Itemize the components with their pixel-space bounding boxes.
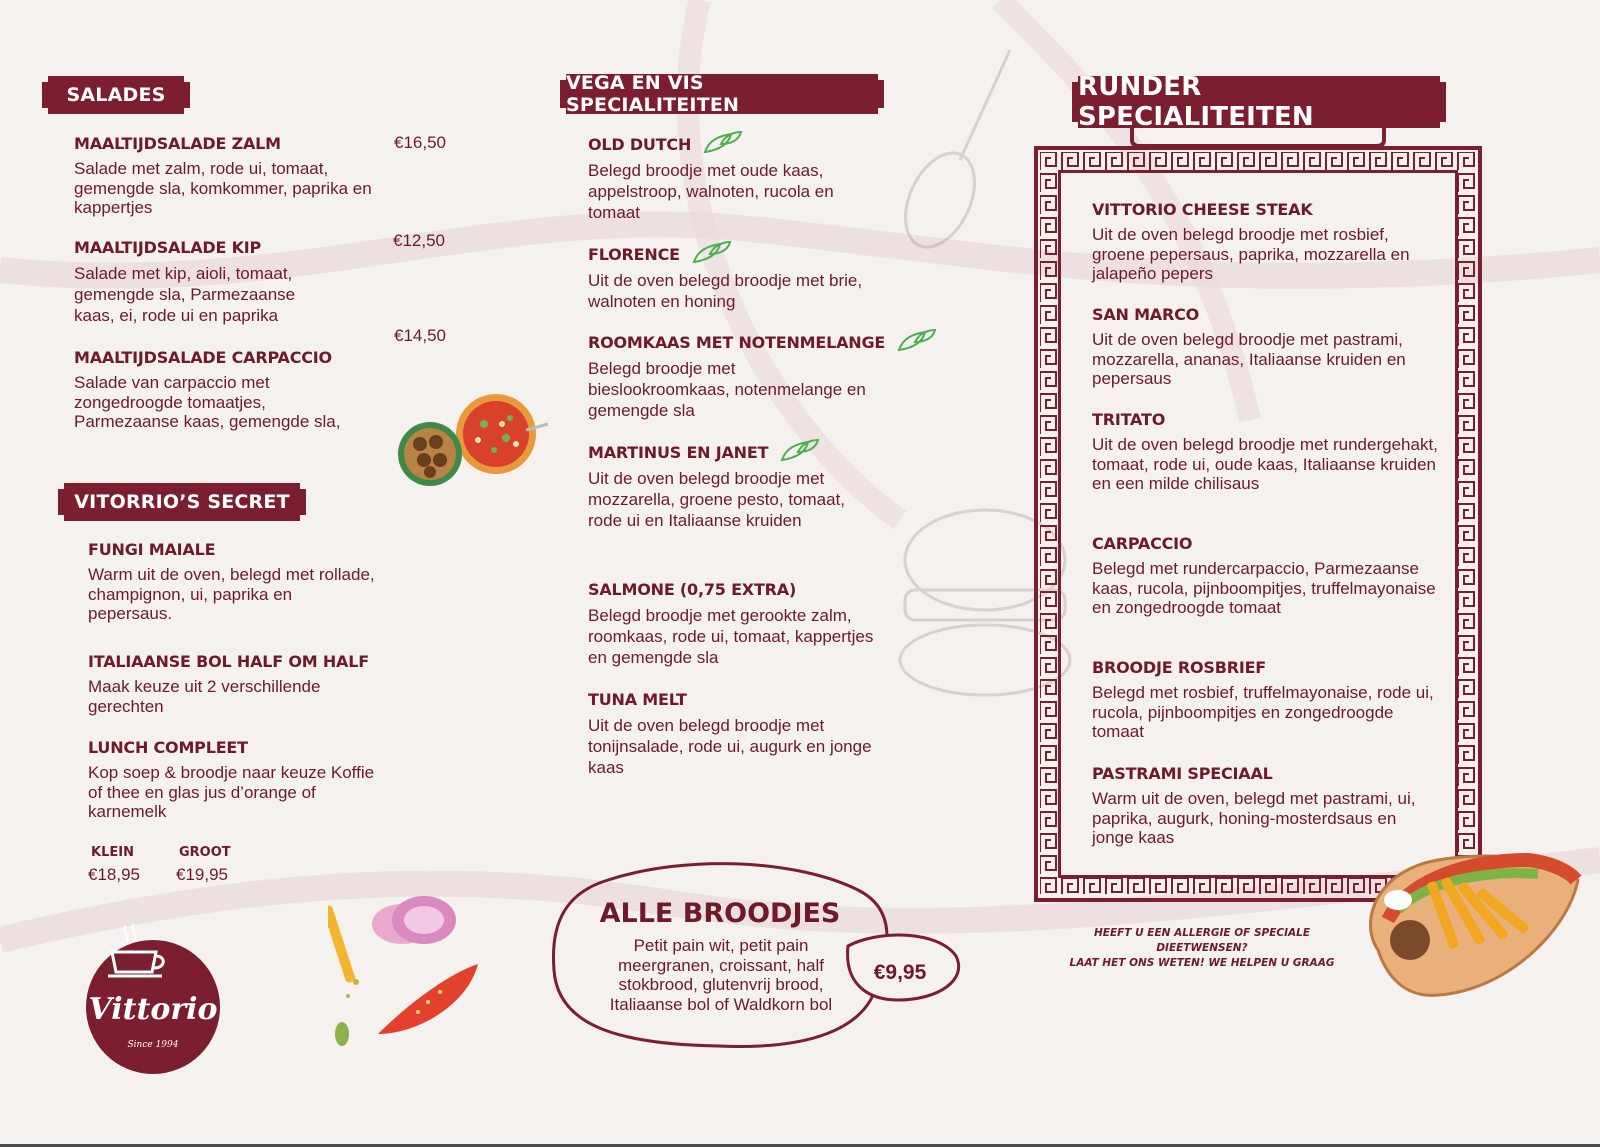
item-description: Warm uit de oven, belegd met rollade, champignon, ui, paprika en pepersaus. (88, 565, 375, 623)
menu-item (1092, 658, 1442, 742)
menu-item (88, 738, 378, 822)
allergy-notice (1052, 926, 1352, 971)
item-description: Uit de oven belegd broodje met brie, walnoten en honing (588, 271, 863, 311)
menu-item (74, 238, 334, 326)
size-price-groot: €19,95 (176, 865, 228, 884)
broodjes-title: ALLE BROODJES (599, 898, 841, 929)
menu-item (1092, 305, 1442, 389)
item-title: LUNCH COMPLEET (88, 738, 248, 757)
item-title: MAALTIJDSALADE ZALM (74, 134, 281, 153)
menu-item (88, 540, 378, 624)
item-description: Belegd broodje met oude kaas, appelstroop, walnoten, rucola en tomaat (588, 161, 834, 222)
menu-item (588, 328, 918, 421)
broodjes-description: Petit pain wit, petit pain meergranen, croissant, half stokbrood, glutenvrij brood, Italiaanse bol of Waldkorn bol (609, 936, 833, 1014)
vittorio-logo (86, 940, 220, 1074)
item-title: BROODJE ROSBRIEF (1092, 658, 1267, 677)
item-title-text: FLORENCE (588, 245, 680, 264)
item-description: Belegd met rundercarpaccio, Parmezaanse kaas, rucola, pijnboompitjes, truffelmayonaise en zongedroogde tomaat (1092, 559, 1436, 617)
item-price: €12,50 (393, 231, 445, 250)
secret-heading: VITORRIO’S SECRET (64, 483, 300, 521)
vegetarian-leaf-icon (895, 328, 937, 352)
menu-item (1092, 200, 1442, 284)
menu-item (1092, 764, 1442, 848)
item-description: Warm uit de oven, belegd met pastrami, ui, paprika, augurk, honing-mosterdsaus en jonge kaas (1092, 789, 1416, 847)
item-title: CARPACCIO (1092, 534, 1193, 553)
menu-item (588, 690, 878, 778)
size-price-klein: €18,95 (88, 865, 140, 884)
item-title: MAALTIJDSALADE CARPACCIO (74, 348, 332, 367)
menu-item (588, 580, 878, 668)
vegetarian-leaf-icon (778, 438, 820, 462)
item-description: Uit de oven belegd broodje met tonijnsalade, rode ui, augurk en jonge kaas (588, 716, 872, 777)
item-description: Salade met kip, aioli, tomaat, gemengde sla, Parmezaanse kaas, ei, rode ui en paprika (74, 264, 296, 325)
vegetarian-leaf-icon (701, 130, 743, 154)
item-title: ITALIAANSE BOL HALF OM HALF (88, 652, 369, 671)
item-description: Salade van carpaccio met zongedroogde tomaatjes, Parmezaanse kaas, gemengde sla, (74, 373, 341, 431)
item-description: Uit de oven belegd broodje met rosbief, groene pepersaus, paprika, mozzarella en jalapeño pepers (1092, 225, 1410, 283)
logo-since: Since 1994 (127, 1040, 179, 1050)
item-title: VITTORIO CHEESE STEAK (1092, 200, 1313, 219)
item-title (588, 438, 878, 462)
salad-bowls-illustration (398, 394, 550, 494)
item-title-text: ROOMKAAS MET NOTENMELANGE (588, 333, 886, 352)
item-title (588, 328, 918, 352)
allergy-line-1: HEEFT U EEN ALLERGIE OF SPECIALE DIEETWENSEN? (1094, 927, 1310, 954)
menu-item (588, 240, 878, 312)
item-title-text: OLD DUTCH (588, 135, 692, 154)
item-description: Kop soep & broodje naar keuze Koffie of thee en glas jus d’orange of karnemelk (88, 763, 375, 821)
menu-item (74, 348, 374, 432)
vega-heading: VEGA EN VIS SPECIALITEITEN (566, 74, 878, 114)
menu-item (1092, 534, 1442, 618)
broodjes-price: €9,95 (873, 961, 927, 984)
item-description: Salade met zalm, rode ui, tomaat, gemengde sla, komkommer, paprika en kappertjes (74, 159, 372, 217)
coffee-cup-icon (104, 922, 174, 984)
item-title: MAALTIJDSALADE KIP (74, 238, 262, 257)
size-label-klein: KLEIN (91, 845, 134, 860)
item-title: SALMONE (0,75 EXTRA) (588, 580, 797, 599)
allergy-line-2: LAAT HET ONS WETEN! WE HELPEN U GRAAG (1069, 957, 1335, 969)
size-label-groot: GROOT (179, 845, 231, 860)
item-description: Belegd broodje met gerookte zalm, roomkaas, rode ui, tomaat, kappertjes en gemengde sla (588, 606, 874, 667)
wrap-illustration (1348, 840, 1588, 1000)
item-title: TUNA MELT (588, 690, 687, 709)
item-title: PASTRAMI SPECIAAL (1092, 764, 1273, 783)
salades-heading: SALADES (48, 76, 184, 114)
item-description: Belegd met rosbief, truffelmayonaise, rode ui, rucola, pijnboompitjes en zongedroogde tomaat (1092, 683, 1434, 741)
item-title (588, 130, 878, 154)
menu-item (88, 652, 378, 716)
runder-heading: RUNDER SPECIALITEITEN (1078, 76, 1440, 128)
menu-item (74, 134, 374, 218)
vegetables-illustration (328, 884, 488, 1054)
item-description: Uit de oven belegd broodje met mozzarella, groene pesto, tomaat, rode ui en Italiaanse kruiden (588, 469, 846, 530)
item-description: Uit de oven belegd broodje met rundergehakt, tomaat, rode ui, oude kaas, Italiaanse kruiden en een milde chilisaus (1092, 435, 1438, 493)
logo-name: Vittorio (88, 992, 218, 1027)
item-description: Belegd broodje met bieslookroomkaas, notenmelange en gemengde sla (588, 359, 866, 420)
item-title (588, 240, 878, 264)
item-description: Uit de oven belegd broodje met pastrami, mozzarella, ananas, Italiaanse kruiden en pepersaus (1092, 330, 1406, 388)
vegetarian-leaf-icon (690, 240, 732, 264)
item-description: Maak keuze uit 2 verschillende gerechten (88, 677, 321, 716)
menu-item (588, 130, 878, 223)
item-price: €16,50 (394, 133, 446, 152)
menu-item (588, 438, 878, 531)
item-title: TRITATO (1092, 410, 1166, 429)
menu-item (1092, 410, 1442, 494)
item-price: €14,50 (394, 326, 446, 345)
item-title-text: MARTINUS EN JANET (588, 443, 769, 462)
item-title: SAN MARCO (1092, 305, 1200, 324)
item-title: FUNGI MAIALE (88, 540, 216, 559)
